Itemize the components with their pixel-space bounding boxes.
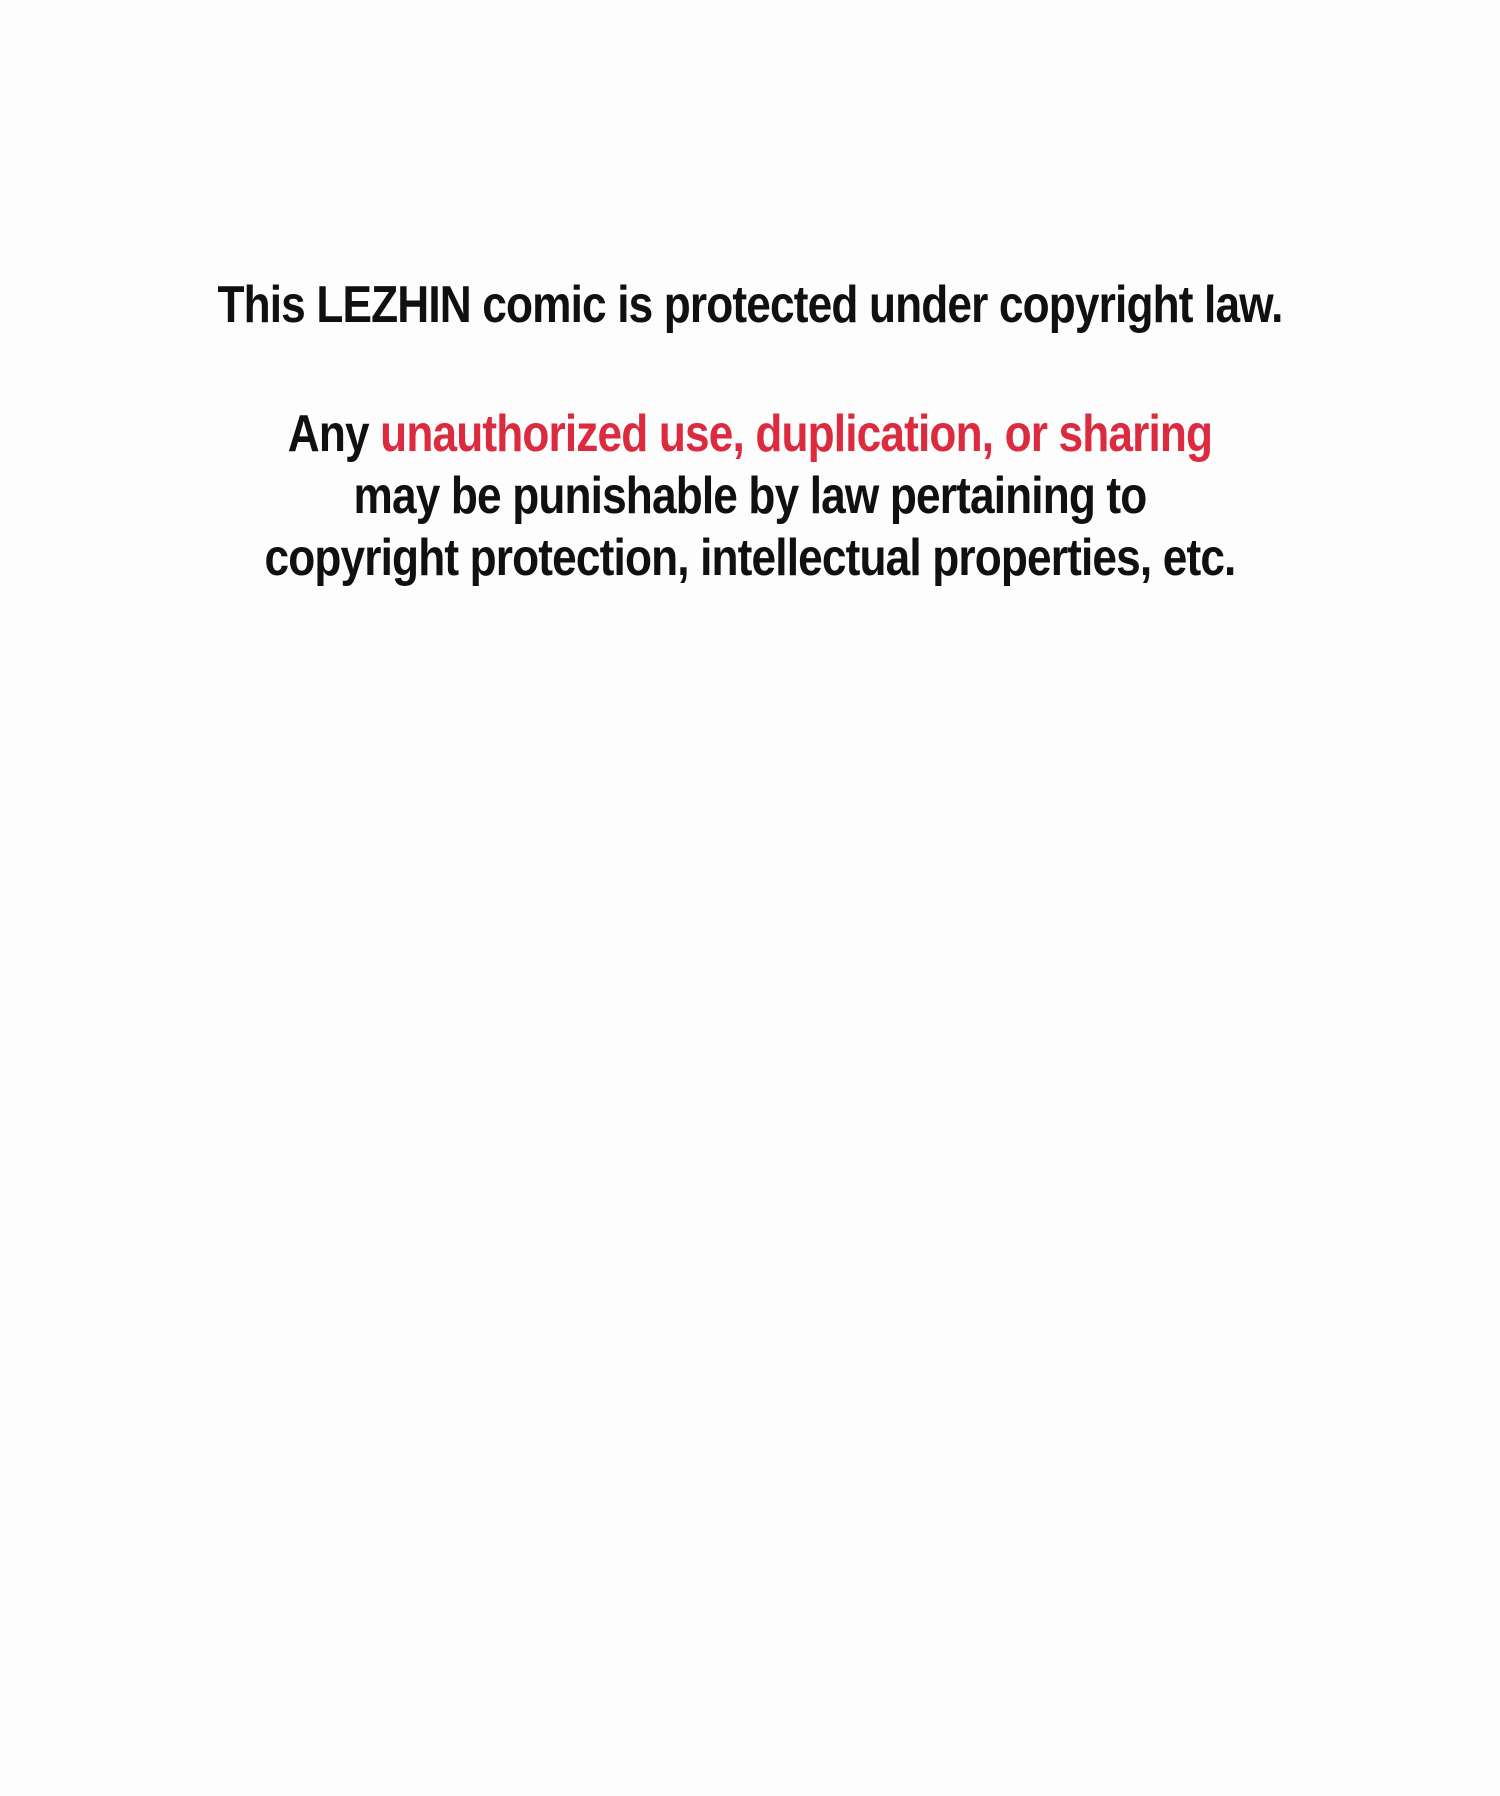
copyright-notice	[113, 274, 1388, 589]
notice-line-2-highlight: unauthorized use, duplication, or sharing	[380, 405, 1213, 463]
notice-line-2-prefix: Any	[287, 405, 381, 463]
notice-line-unauthorized	[113, 403, 1388, 465]
notice-line-properties: copyright protection, intellectual properties, etc.	[264, 529, 1236, 587]
notice-line-protected: This LEZHIN comic is protected under copyright law.	[217, 276, 1283, 334]
notice-line-punishable: may be punishable by law pertaining to	[353, 467, 1147, 525]
